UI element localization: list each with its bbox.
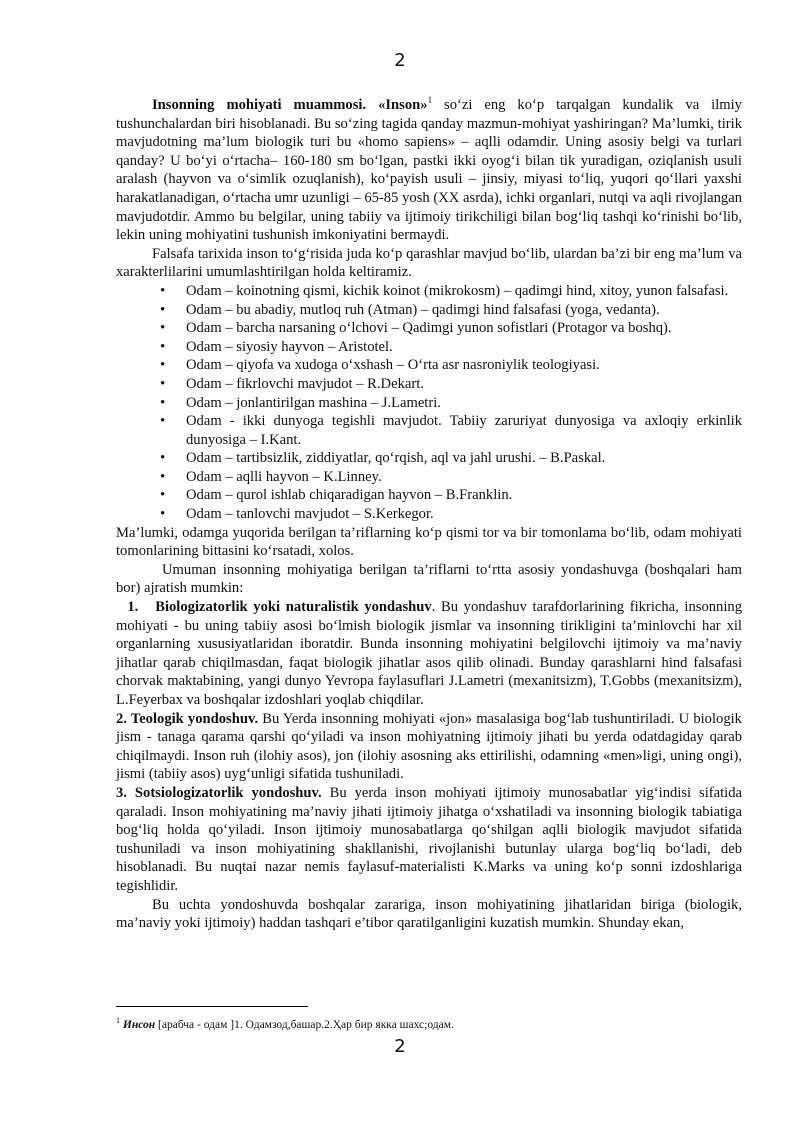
section-1-number: 1. [127, 599, 139, 616]
list-item: • Odam – fikrlovchi mavjudot – R.Dekart. [186, 375, 742, 394]
list-item: • Odam – barcha narsaning o‘lchovi – Qadimgi yunon sofistlari (Protagor va boshq). [186, 319, 742, 338]
section-2-heading: 2. Teologik yondoshuv. [116, 710, 259, 727]
intro-heading: Insonning mohiyati muammosi. [152, 97, 367, 113]
footnote-reference[interactable]: 1 [427, 95, 433, 106]
list-item: • Odam – qurol ishlab chiqaradigan hayvon – B.Franklin. [186, 486, 742, 505]
list-item: • Odam - ikki dunyoga tegishli mavjudot. Tabiiy zaruriyat dunyosiga va axloqiy erkinlik dunyosiga – I.Kant. [186, 412, 742, 449]
list-item: • Odam – siyosiy hayvon – Aristotel. [186, 338, 742, 357]
document-body [116, 96, 742, 933]
section-3-paragraph [116, 784, 742, 896]
footnote [116, 1018, 742, 1032]
section-3-heading: 3. Sotsiologizatorlik yondoshuv. [116, 784, 322, 801]
intro-quote-word: «Inson» [378, 97, 428, 113]
list-item: • Odam – tanlovchi mavjudot – S.Kerkegor. [186, 505, 742, 524]
page-number-top: 2 [394, 50, 406, 71]
section-3-text: Bu yerda inson mohiyati ijtimoiy munosabatlar yig‘indisi sifatida qaraladi. Inson mohiyatining ma’naviy jihati ijtimoiy jihatga o‘xshatiladi va insonning biologik tabiatiga bog‘liq holda qo‘yiladi. Inson ijtimoiy munosabatlarga qo‘shilgan aqlli biologik mavjudot sifatida tushuniladi va inson mohiyatining shakllanishi, rivojlanishi butunlay ularga bog‘liq bo‘ladi, deb hisoblanadi. Bu nuqtai nazar nemis faylasuf-materialisti K.Marks va uning ko‘p sonni izdoshlariga tegishlidir. [116, 784, 742, 894]
page-number-bottom: 2 [394, 1036, 406, 1057]
closing-paragraph: Bu uchta yondoshuvda boshqalar zarariga, inson mohiyatining jihatlaridan biriga (biologik, ma’naviy yoki ijtimoiy) haddan tashqari e’tibor qaratilganligini kuzatish mumkin. Shunday ekan, [116, 896, 742, 932]
footnote-divider [116, 1006, 308, 1007]
footnote-term: Инсон [122, 1019, 156, 1031]
footnote-text: [арабча - одам ]1. Одамзод,башар.2.Ҳар бир якка шахс;одам. [155, 1019, 454, 1031]
footnote-mark: 1 [116, 1016, 120, 1026]
section-1-paragraph [116, 598, 742, 710]
after-list-paragraph: Ma’lumki, odamga yuqorida berilgan ta’riflarning ko‘p qismi tor va bir tomonlama bo‘lib, odam mohiyati tomonlarining bittasini ko‘rsatadi, xolos. [116, 524, 742, 560]
list-item: • Odam – bu abadiy, mutloq ruh (Atman) – qadimgi hind falsafasi (yoga, vedanta). [186, 301, 742, 320]
intro-paragraph [116, 96, 742, 245]
definitions-list [116, 282, 742, 524]
list-item: • Odam – jonlantirilgan mashina – J.Lametri. [186, 394, 742, 413]
section-1-heading: Biologizatorlik yoki naturalistik yondashuv [155, 599, 432, 616]
history-intro-paragraph: Falsafa tarixida inson to‘g‘risida juda ko‘p qarashlar mavjud bo‘lib, ulardan ba’zi bir eng ma’lum va xarakterlilarini umumlashtirilgan holda keltiramiz. [116, 245, 742, 281]
list-item: • Odam – qiyofa va xudoga o‘xshash – O‘rta asr nasroniylik teologiyasi. [186, 356, 742, 375]
list-item: • Odam – tartibsizlik, ziddiyatlar, qo‘rqish, aql va jahl urushi. – B.Paskal. [186, 449, 742, 468]
list-item: • Odam – aqlli hayvon – K.Linney. [186, 468, 742, 487]
section-2-text: Bu Yerda insonning mohiyati «jon» masalasiga bog‘lab tushuntiriladi. U biologik jism - tanaga qarama qarshi qo‘yiladi va inson mohiyatning ijtimoiy jihati bu yerda odatdagiday qarab chiqilmaydi. Inson ruh (ilohiy asos), jon (ilohiy asosning aks ettirilishi, odamning «men»ligi, uning ongi), jismi (tabiiy asos) uyg‘unligi sifatida tushuniladi. [116, 710, 742, 783]
section-1-text: . Bu yondashuv tarafdorlarining fikricha, insonning mohiyati - bu uning tabiiy asosi bo‘lmish biologik jismlar va insonning tirikligini ta’minlovchi har xil organlarning xususiyatlaridan iboratdir. Bunda insonning mohiyatini belgilovchi ijtimoiy va ma’naviy jihatlar qarab chiqilmasdan, faqat biologik jihatlar asos qilib olinadi. Bunday qarashlarni hind falsafasi chorvak maktabining, yangi dunyo Yevropa faylasuflari J.Lametri (mexanitsizm), T.Gobbs (mexanitsizm), L.Feyerbax va boshqalar izdoshlari yoqlab chiqdilar. [116, 599, 743, 708]
list-item: • Odam – koinotning qismi, kichik koinot (mikrokosm) – qadimgi hind, xitoy, yunon falsafasi. [186, 282, 742, 301]
approaches-intro-paragraph: Umuman insonning mohiyatiga berilgan ta’riflarni to‘rtta asosiy yondashuvga (boshqalari ham bor) ajratish mumkin: [116, 561, 742, 597]
section-2-paragraph [116, 710, 742, 784]
intro-text: so‘zi eng ko‘p tarqalgan kundalik va ilmiy tushunchalardan biri hisoblanadi. Bu so‘zing tagida qanday mazmun-mohiyat yashiringan? Ma’lumki, tirik mavjudotning ma’lum biologik turi bu «homo sapiens» – aqlli odamdir. Uning asosiy belgi va turlari qanday? U bo‘yi o‘rtacha– 160-180 sm bo‘lgan, pastki ikki oyog‘i bilan tik yuradigan, oziqlanish usuli aralash (hayvon va o‘simlik ozuqlanish), ko‘payish usuli – jinsiy, miyasi to‘liq, yuqori qo‘llari yaxshi harakatlanadigan, o‘rtacha umr uzunligi – 65-85 yosh (XX asrda), ichki organlari, nutqi va aqli rivojlangan mavjudotdir. Ammo bu belgilar, uning tabiiy va ijtimoiy tirikchiligi bilan bog‘liq tashqi ko‘rinishi bo‘lib, lekin uning mohiyatini tushunish imkoniyatini bermaydi. [116, 97, 742, 244]
